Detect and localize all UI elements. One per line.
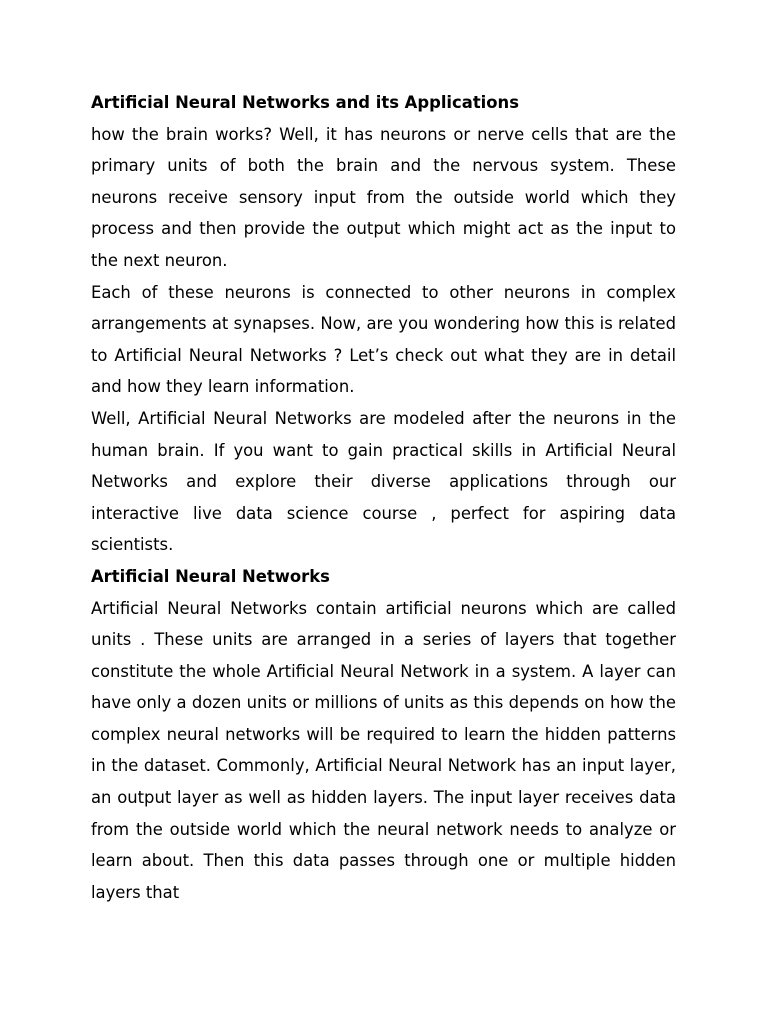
section-paragraph: Artificial Neural Networks contain artificial neurons which are called units . These units are arranged in a series of layers that together constitute the whole Artificial Neural Network in a system. A layer can have only a dozen units or millions of units as this depends on how the complex neural networks will be required to learn the hidden patterns in the dataset. Commonly, Artificial Neural Network has an input layer, an output layer as well as hidden layers. The input layer receives data from the outside world which the neural network needs to analyze or learn about. Then this data passes through one or multiple hidden layers that xyxy=(91,598,676,902)
intro-paragraph-1: how the brain works? Well, it has neurons or nerve cells that are the primary units of both the brain and the nervous system. These neurons receive sensory input from the outside world which they process and then provide the output which might act as the input to the next neuron. xyxy=(91,124,676,270)
document-title: Artificial Neural Networks and its Applications xyxy=(91,93,519,112)
document-page xyxy=(91,87,676,908)
intro-paragraph-3: Well, Artificial Neural Networks are modeled after the neurons in the human brain. If you want to gain practical skills in Artificial Neural Networks and explore their diverse applications through our interactive live data science course , perfect for aspiring data scientists. xyxy=(91,408,676,555)
section-heading: Artificial Neural Networks xyxy=(91,566,330,586)
intro-paragraph-2: Each of these neurons is connected to other neurons in complex arrangements at synapses. Now, are you wondering how this is related to Artificial Neural Networks ? Let’s check out what they are in detail and how they learn information. xyxy=(91,282,676,397)
